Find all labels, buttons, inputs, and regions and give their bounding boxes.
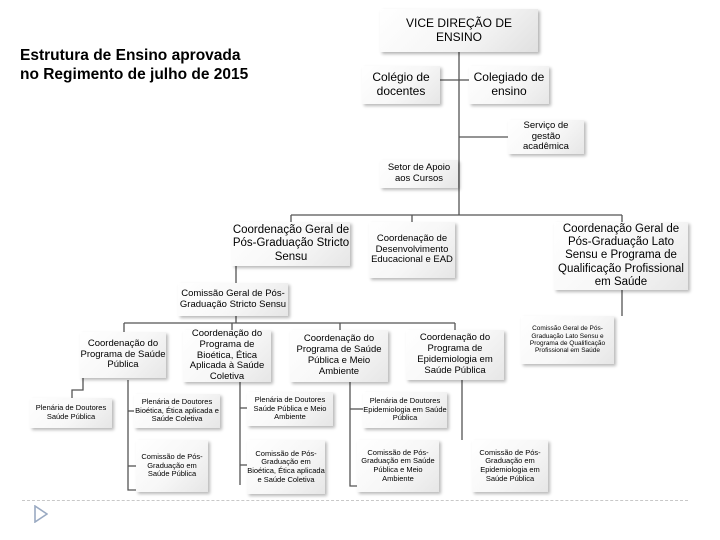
comissao-bioetica-box bbox=[136, 440, 208, 492]
comissao-bioetica-label: Comissão de Pós-Graduação em Saúde Pública bbox=[141, 452, 203, 479]
coord-desenvolvimento-label: Coordenação de Desenvolvimento Educacional e EAD bbox=[371, 232, 453, 266]
page-title-line-2: no Regimento de julho de 2015 bbox=[20, 66, 249, 84]
comissao-meio-ambiente-box bbox=[247, 440, 325, 494]
comissao-epidemio-sp-box bbox=[472, 440, 548, 492]
coord-desenvolvimento-box bbox=[369, 222, 455, 278]
coord-stricto-label: Coordenação Geral de Pós-Graduação Stricto Sensu bbox=[232, 224, 350, 263]
vice-direcao-label: VICE DIREÇÃO DE ENSINO bbox=[405, 15, 513, 44]
comissao-epidemiologia-label: Comissão de Pós-Graduação em Saúde Pública e Meio Ambiente bbox=[361, 447, 435, 483]
coord-saude-publica-box bbox=[80, 332, 166, 378]
footer-divider bbox=[22, 500, 688, 501]
comissao-epidemio-sp-label: Comissão de Pós-Graduação em Epidemiologia em Saúde Pública bbox=[479, 447, 541, 483]
connector-prog4-chain bbox=[350, 382, 357, 486]
colegiado-ensino-label: Colegiado de ensino bbox=[473, 70, 545, 98]
page-title-line-1: Estrutura de Ensino aprovada bbox=[20, 47, 241, 64]
connector-plen-1 bbox=[72, 378, 83, 398]
comissao-epidemiologia-box bbox=[357, 440, 439, 492]
comissao-lato-box bbox=[521, 316, 614, 364]
plenaria-bioetica-label: Plenária de Doutores Bioética, Ética aplicada e Saúde Coletiva bbox=[135, 397, 219, 424]
coord-bioetica-label: Coordenação do Programa de Bioética, Ética Aplicada à Saúde Coletiva bbox=[189, 327, 265, 383]
comissao-meio-ambiente-label: Comissão de Pós-Graduação em Bioética, Ética aplicada e Saúde Coletiva bbox=[247, 448, 325, 484]
comissao-stricto-label: Comissão Geral de Pós-Graduação Stricto Sensu bbox=[179, 287, 287, 310]
plenaria-epidemiologia-label: Plenária de Doutores Epidemiologia em Saúde Pública bbox=[363, 396, 447, 423]
coord-bioetica-box bbox=[183, 327, 271, 383]
colegiado-ensino-box bbox=[469, 66, 549, 104]
plenaria-saude-publica-label: Plenária de Doutores Saúde Pública bbox=[35, 403, 107, 421]
coord-epidemiologia-label: Coordenação do Programa de Epidemiologia em Saúde Pública bbox=[417, 332, 493, 376]
colegio-docentes-label: Colégio de docentes bbox=[372, 70, 430, 98]
setor-apoio-box bbox=[380, 160, 458, 188]
comissao-lato-label: Comissão Geral de Pós-Graduação Lato Sensu e Programa de Qualificação Profissional em Saúde bbox=[529, 325, 606, 355]
vice-direcao-box bbox=[380, 9, 538, 52]
coord-lato-label: Coordenação Geral de Pós-Graduação Lato Sensu e Programa de Qualificação Profissional em Saúde bbox=[558, 222, 684, 288]
plenaria-saude-publica-box bbox=[30, 398, 112, 428]
colegio-docentes-box bbox=[362, 66, 440, 104]
coord-epidemiologia-box bbox=[406, 330, 504, 380]
triangle-right-icon bbox=[34, 505, 48, 523]
comissao-stricto-box bbox=[178, 283, 288, 316]
coord-meio-ambiente-label: Coordenação do Programa de Saúde Pública e Meio Ambiente bbox=[296, 333, 382, 377]
servico-gestao-box bbox=[508, 120, 584, 154]
coord-lato-box bbox=[554, 222, 688, 290]
plenaria-epidemiologia-box bbox=[363, 392, 447, 428]
plenaria-bioetica-box bbox=[134, 394, 220, 428]
servico-gestao-label: Serviço de gestão acadêmica bbox=[523, 119, 569, 153]
coord-meio-ambiente-box bbox=[290, 330, 388, 382]
plenaria-meio-ambiente-label: Plenária de Doutores Saúde Pública e Meio Ambiente bbox=[253, 395, 327, 422]
plenaria-meio-ambiente-box bbox=[247, 392, 333, 426]
setor-apoio-label: Setor de Apoio aos Cursos bbox=[387, 162, 451, 184]
coord-stricto-box bbox=[232, 222, 350, 266]
coord-saude-publica-label: Coordenação do Programa de Saúde Pública bbox=[80, 337, 166, 371]
